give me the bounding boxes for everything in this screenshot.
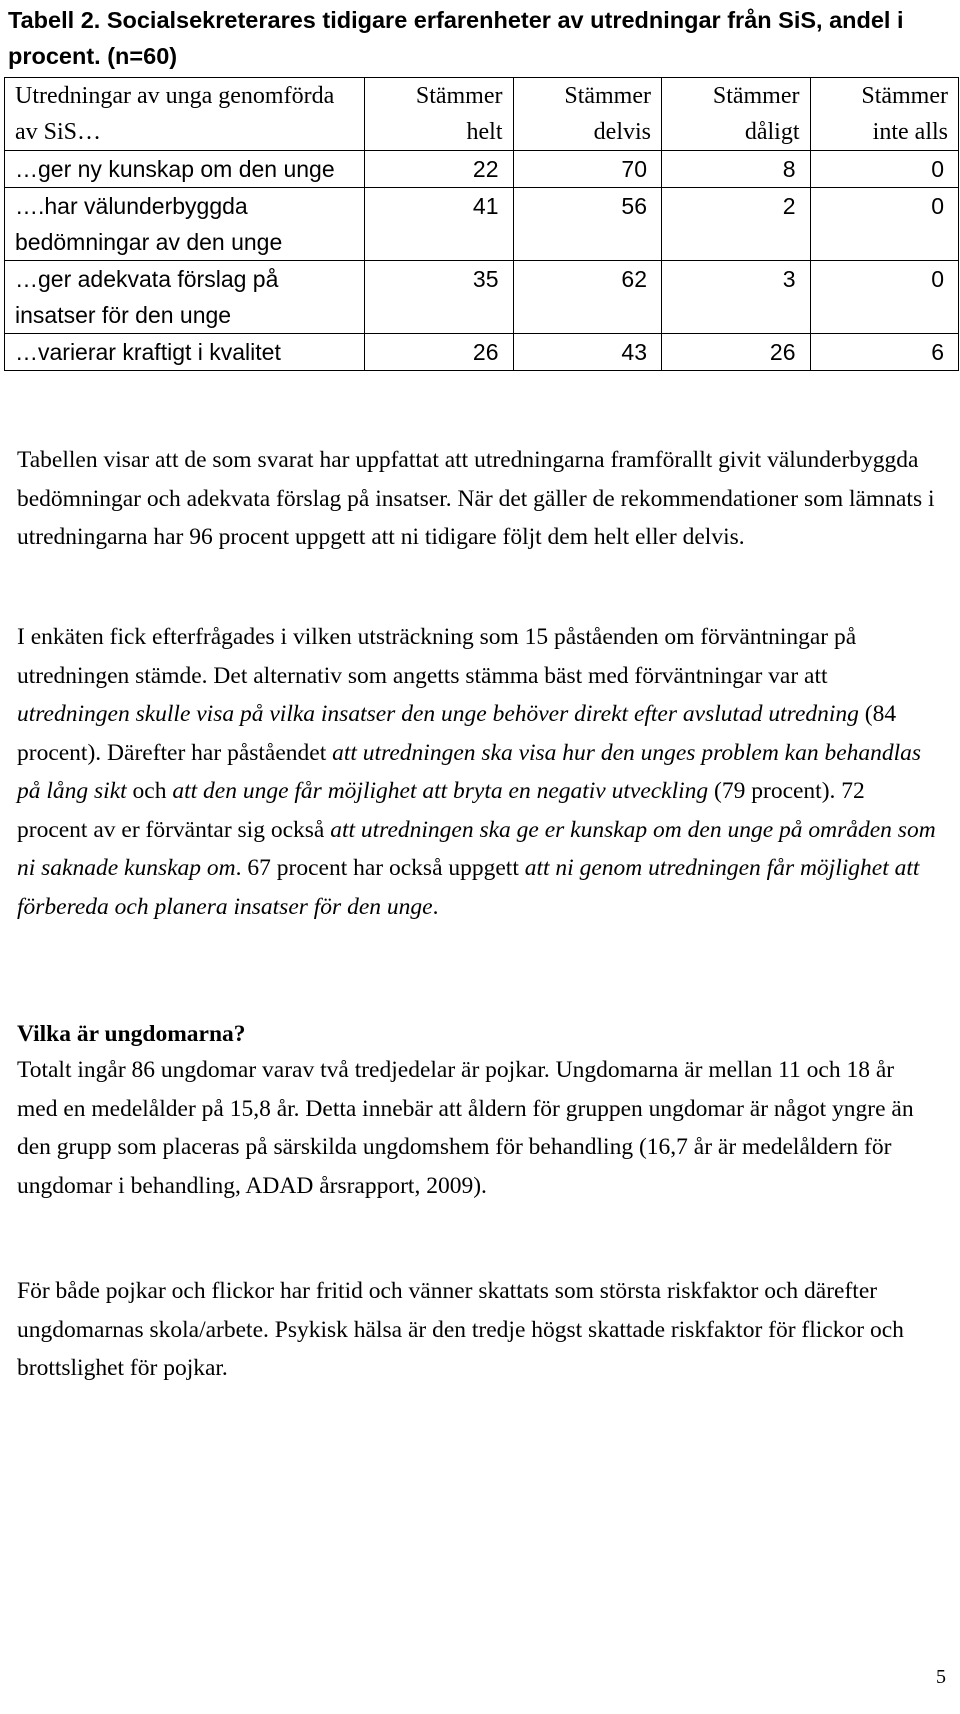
column-header: Stämmer delvis [513, 78, 662, 151]
table-cell: 8 [662, 151, 811, 188]
row-label: …ger adekvata förslag på insatser för den unge [5, 261, 365, 334]
table-row [5, 188, 959, 261]
table-cell: 6 [810, 334, 959, 371]
table-caption: Tabell 2. Socialsekreterares tidigare erfarenheter av utredningar från SiS, andel i procent. (n=60) [8, 7, 904, 69]
table-cell: 56 [513, 188, 662, 261]
table-cell: 0 [810, 188, 959, 261]
table-header-row [5, 78, 959, 151]
row-label: …varierar kraftigt i kvalitet [5, 334, 365, 371]
section-heading: Vilka är ungdomarna? [17, 1021, 246, 1047]
table-cell: 43 [513, 334, 662, 371]
table-cell: 41 [365, 188, 514, 261]
paragraph-expectations: I enkäten fick efterfrågades i vilken utsträckning som 15 påståenden om förväntningar på utredningen stämde. Det alternativ som angetts stämma bäst med förväntningar var att utredningen skulle visa på vilka insatser den unge behöver direkt efter avslutad utredning (84 procent). Därefter har påståendet att utredningen ska visa hur den unges problem kan behandlas på lång sikt och att den unge får möjlighet att bryta en negativ utveckling (79 procent). 72 procent av er förväntar sig också att utredningen ska ge er kunskap om den unge på områden som ni saknade kunskap om. 67 procent har också uppgett att ni genom utredningen får möjlighet att förbereda och planera insatser för den unge. [17, 624, 936, 920]
row-label: ….har välunderbyggda bedömningar av den unge [5, 188, 365, 261]
table-cell: 3 [662, 261, 811, 334]
table-row [5, 151, 959, 188]
column-header: Stämmer dåligt [662, 78, 811, 151]
paragraph-risk-factors: För både pojkar och flickor har fritid och vänner skattats som största riskfaktor och därefter ungdomarnas skola/arbete. Psykisk hälsa är den tredje högst skattade riskfaktor för flickor och brottslighet för pojkar. [17, 1278, 904, 1381]
survey-table [4, 77, 959, 371]
column-header: Stämmer helt [365, 78, 514, 151]
column-header: Stämmer inte alls [810, 78, 959, 151]
table-cell: 26 [365, 334, 514, 371]
header-label: Utredningar av unga genomförda av SiS… [5, 78, 365, 151]
page-number: 5 [936, 1666, 946, 1688]
table-cell: 0 [810, 261, 959, 334]
table-cell: 0 [810, 151, 959, 188]
table-cell: 35 [365, 261, 514, 334]
table-cell: 26 [662, 334, 811, 371]
table-cell: 22 [365, 151, 514, 188]
row-label: …ger ny kunskap om den unge [5, 151, 365, 188]
table-cell: 70 [513, 151, 662, 188]
paragraph-table-summary: Tabellen visar att de som svarat har uppfattat att utredningarna framförallt givit välunderbyggda bedömningar och adekvata förslag på insatser. När det gäller de rekommendationer som lämnats i utredningarna har 96 procent uppgett att ni tidigare följt dem helt eller delvis. [17, 447, 935, 550]
table-cell: 2 [662, 188, 811, 261]
table-row [5, 261, 959, 334]
paragraph-youth: Totalt ingår 86 ungdomar varav två tredjedelar är pojkar. Ungdomarna är mellan 11 och 18 år med en medelålder på 15,8 år. Detta innebär att åldern för gruppen ungdomar är något yngre än den grupp som placeras på särskilda ungdomshem för behandling (16,7 år är medelåldern för ungdomar i behandling, ADAD årsrapport, 2009). [17, 1057, 914, 1199]
table-row [5, 334, 959, 371]
table-cell: 62 [513, 261, 662, 334]
